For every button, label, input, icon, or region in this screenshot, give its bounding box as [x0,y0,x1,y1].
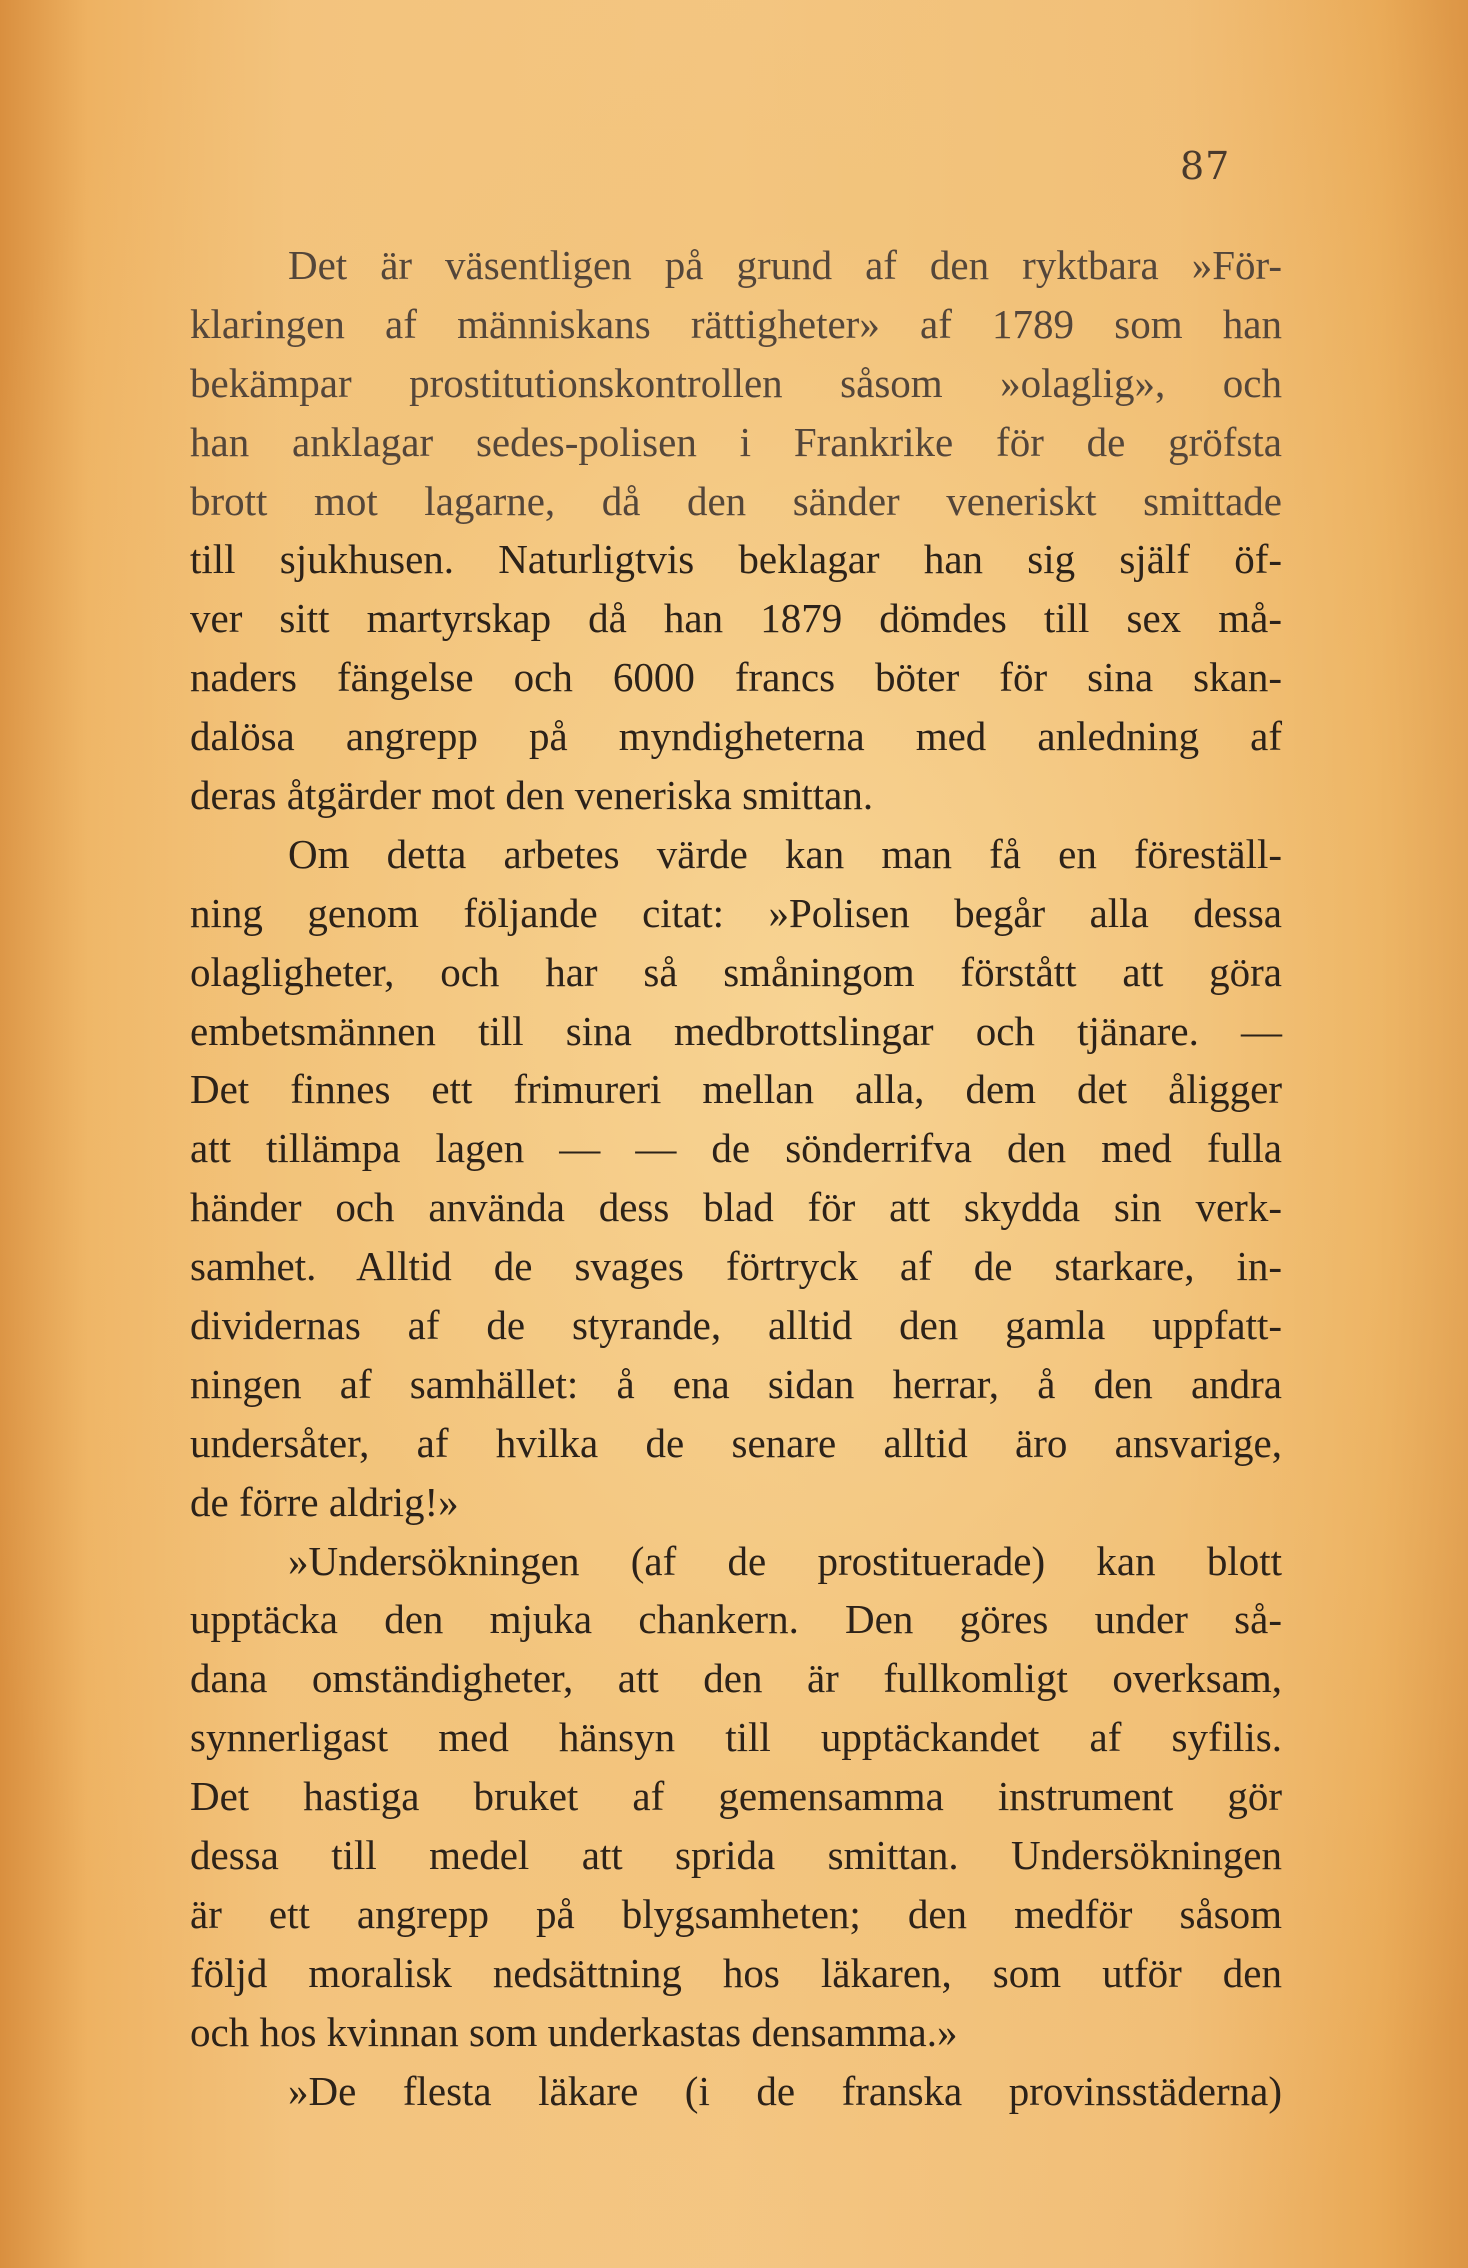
text-line: är ett angrepp på blygsamheten; den medför såsom [190,1890,1282,1937]
text-line: dalösa angrepp på myndigheterna med anledning af [190,713,1282,760]
text-line: synnerligast med hänsyn till upptäckandet af syfilis. [190,1714,1282,1761]
text-line: bekämpar prostitutionskontrollen såsom »olaglig», och [190,359,1282,406]
text-line: klaringen af människans rättigheter» af 1789 som han [190,300,1282,347]
text-line: Om detta arbetes värde kan man få en föreställ- [288,830,1282,877]
text-line: naders fängelse och 6000 francs böter för sina skan- [190,654,1282,701]
text-line: brott mot lagarne, då den sänder veneriskt smittade [190,477,1282,524]
text-line: följd moralisk nedsättning hos läkaren, som utför den [190,1949,1282,1996]
text-line: Det finnes ett frimureri mellan alla, dem det åligger [190,1066,1282,1113]
text-line: deras åtgärder mot den veneriska smittan. [190,772,874,819]
text-line: de förre aldrig!» [190,1478,459,1525]
text-line: »Undersökningen (af de prostituerade) kan blott [288,1537,1282,1584]
text-line: Det är väsentligen på grund af den ryktbara »För- [288,242,1282,288]
text-line: händer och använda dess blad för att skydda sin verk- [190,1184,1282,1231]
text-line: och hos kvinnan som underkastas densamma.» [190,2008,958,2055]
text-line: dana omständigheter, att den är fullkomligt overksam, [190,1655,1282,1702]
text-line: han anklagar sedes-polisen i Frankrike för de gröfsta [190,418,1282,465]
text-line: ningen af samhället: å ena sidan herrar, å den andra [190,1360,1282,1407]
text-line: ver sitt martyrskap då han 1879 dömdes till sex må- [190,595,1282,642]
text-line: olagligheter, och har så småningom förstått att göra [190,948,1282,995]
text-line: embetsmännen till sina medbrottslingar och tjänare. — [190,1007,1282,1054]
text-line: dividernas af de styrande, alltid den gamla uppfatt- [190,1302,1282,1349]
text-line: samhet. Alltid de svages förtryck af de starkare, in- [190,1243,1282,1290]
text-line: ning genom följande citat: »Polisen begår alla dessa [190,889,1282,936]
text-line: till sjukhusen. Naturligtvis beklagar han sig själf öf- [190,536,1282,583]
page-number: 87 [1180,144,1231,188]
text-line: att tillämpa lagen — — de sönderrifva den med fulla [190,1125,1282,1172]
text-line: undersåter, af hvilka de senare alltid äro ansvarige, [190,1419,1282,1466]
text-line: upptäcka den mjuka chankern. Den göres under så- [190,1596,1282,1643]
body-text [190,236,1282,2121]
text-line: Det hastiga bruket af gemensamma instrument gör [190,1773,1282,1820]
text-line: dessa till medel att sprida smittan. Undersökningen [190,1832,1282,1879]
text-line: »De flesta läkare (i de franska provinsstäderna) [288,2067,1282,2114]
